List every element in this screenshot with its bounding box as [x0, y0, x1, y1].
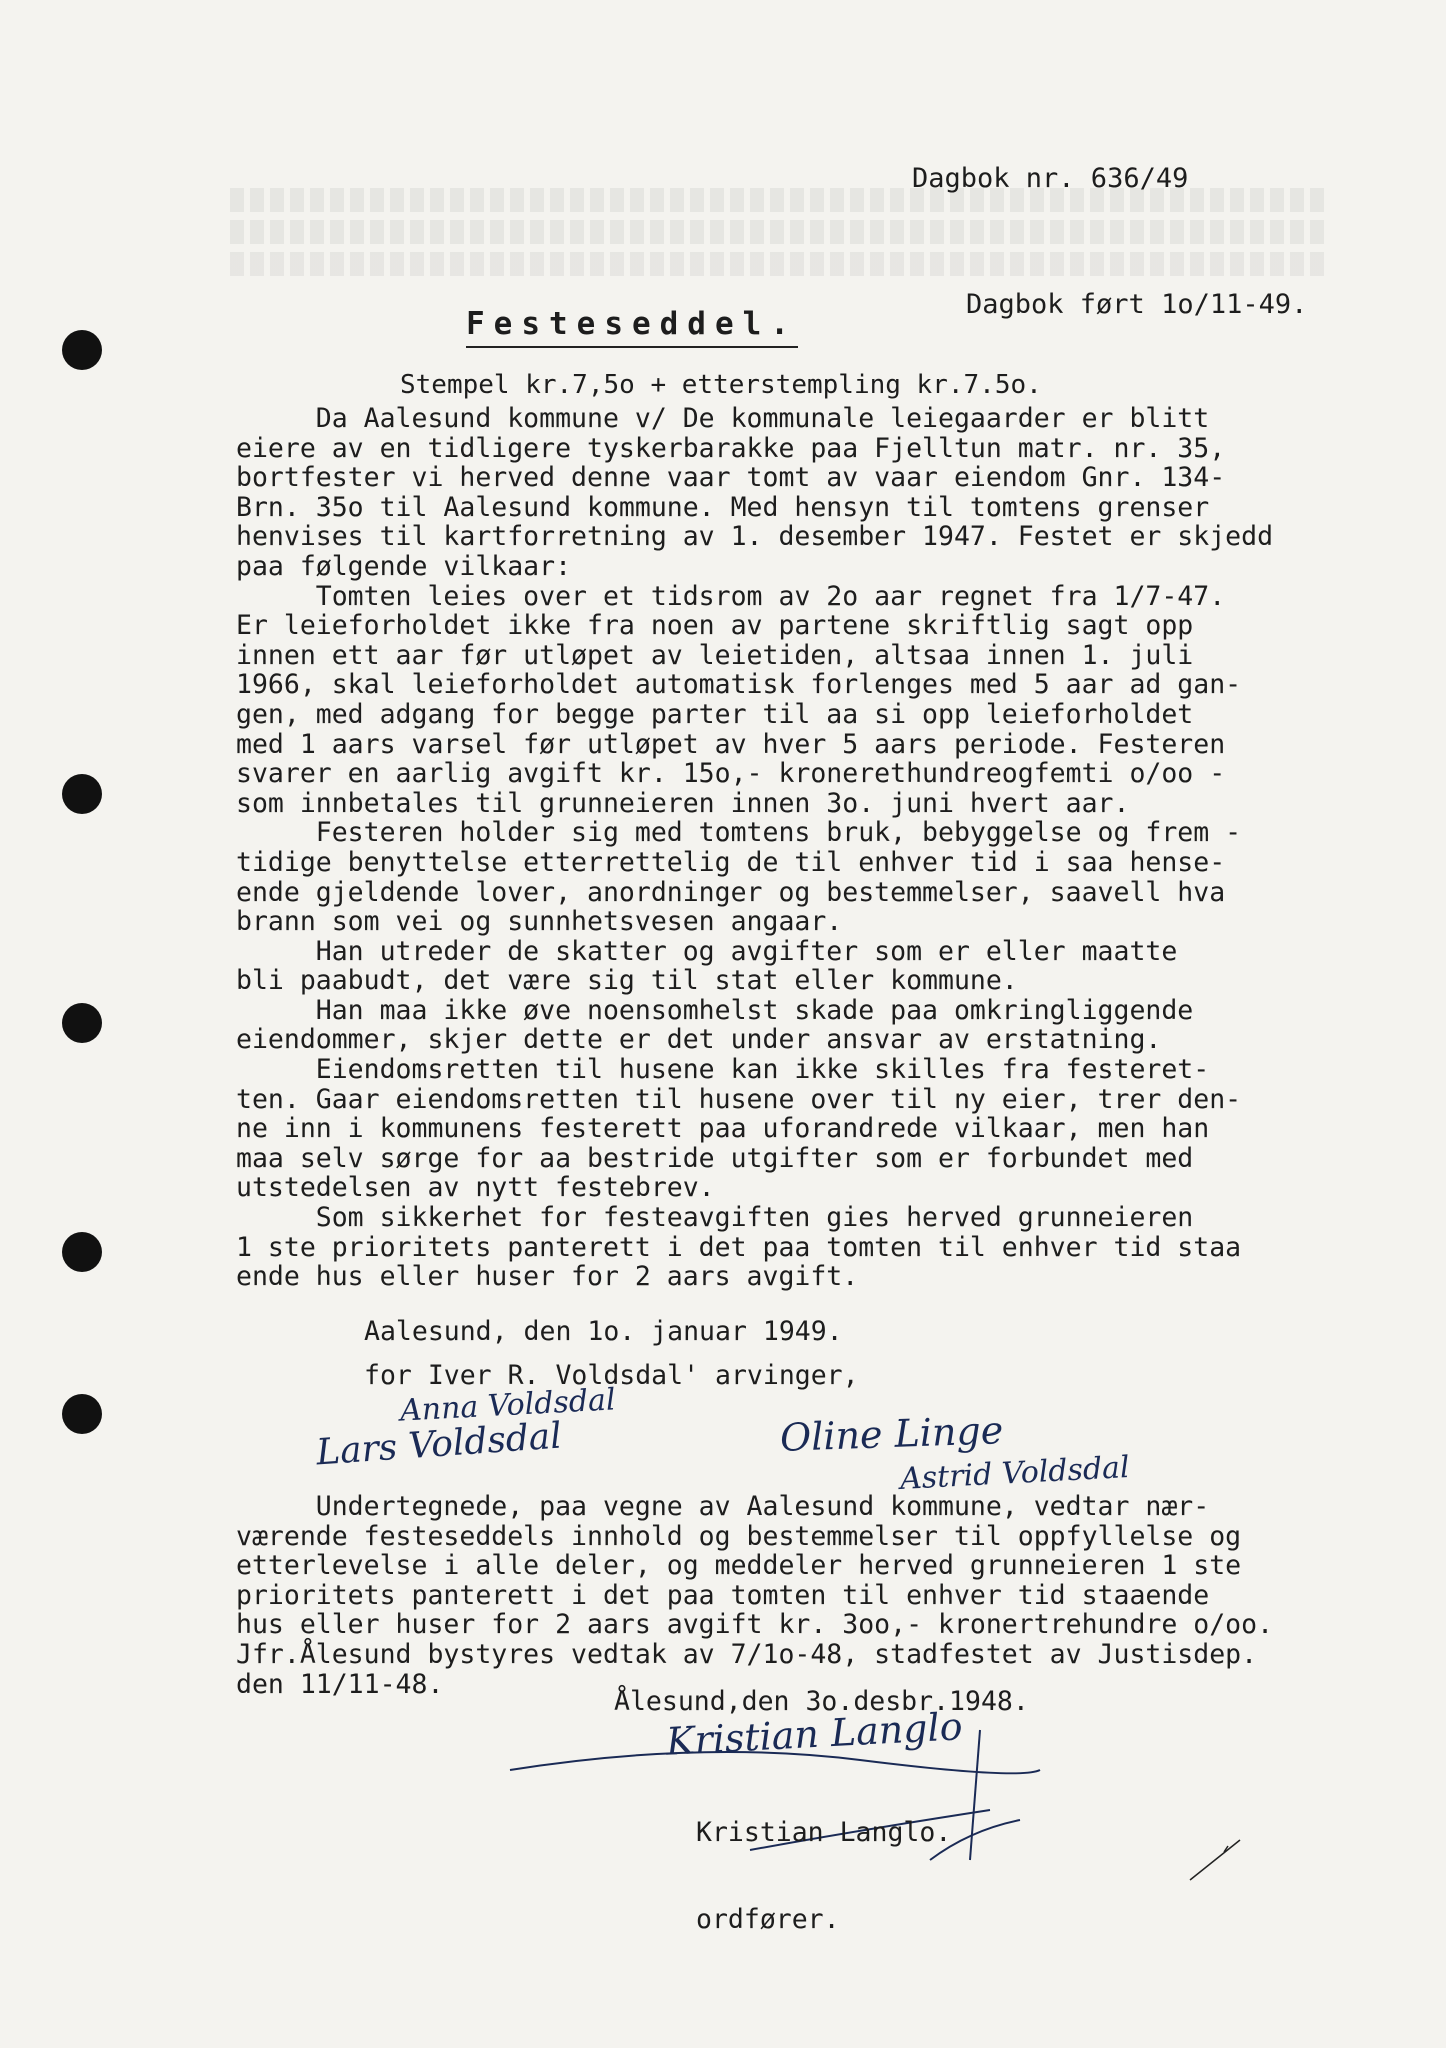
acceptance-line: værende festeseddels innhold og bestemmelser til oppfyllelse og [236, 1520, 1242, 1552]
acceptance-line: hus eller huser for 2 aars avgift kr. 3oo,- kronertrehundre o/oo. [236, 1609, 1274, 1641]
signature-lars: Lars Voldsdal [314, 1415, 564, 1474]
body-line: bortfester vi herved denne vaar tomt av vaar eiendom Gnr. 134- [236, 462, 1226, 494]
signer-title: ordfører. [696, 1904, 840, 1935]
journal-number: Dagbok nr. 636/49 [912, 163, 1189, 194]
body-line: ne inn i kommunens festerett paa uforandrede vilkaar, men han [236, 1113, 1210, 1145]
place-date-2: Ålesund,den 3o.desbr.1948. [614, 1686, 1029, 1717]
body-line: Festeren holder sig med tomtens bruk, bebyggelse og frem - [236, 817, 1242, 849]
acceptance-line: Jfr.Ålesund bystyres vedtak av 7/1o-48, stadfestet av Justisdep. [236, 1638, 1258, 1670]
body-line: Brn. 35o til Aalesund kommune. Med hensyn til tomtens grenser [236, 491, 1210, 523]
agreement-body [236, 404, 1273, 1292]
punch-hole [62, 330, 102, 370]
body-line: Eiendomsretten til husene kan ikke skilles fra festeret- [236, 1054, 1210, 1086]
signature-kristian: Kristian Langlo [665, 1704, 964, 1764]
journal-header [912, 74, 1307, 410]
body-line: Han maa ikke øve noensomhelst skade paa omkringliggende [236, 994, 1194, 1026]
body-line: 1 ste prioritets panterett i det paa tomten til enhver tid staa [236, 1231, 1242, 1263]
signature-oline: Oline Linge [779, 1408, 1004, 1460]
punch-hole [62, 1003, 102, 1043]
heirs-line: for Iver R. Voldsdal' arvinger, [364, 1360, 859, 1391]
body-line: utstedelsen av nytt festebrev. [236, 1172, 715, 1204]
body-line: Da Aalesund kommune v/ De kommunale leiegaarder er blitt [236, 403, 1210, 434]
body-line: Han utreder de skatter og avgifter som er eller maatte [236, 935, 1178, 967]
body-line: ende hus eller huser for 2 aars avgift. [236, 1261, 859, 1293]
body-line: maa selv sørge for aa bestride utgifter som er forbundet med [236, 1142, 1194, 1174]
body-line: bli paabudt, det være sig til stat eller kommune. [236, 965, 1018, 997]
body-line: eiendommer, skjer dette er det under ansvar av erstatning. [236, 1024, 1162, 1056]
body-line: innen ett aar før utløpet av leietiden, altsaa innen 1. juli [236, 639, 1194, 671]
body-line: Som sikkerhet for festeavgiften gies herved grunneieren [236, 1202, 1194, 1234]
body-line: brann som vei og sunnhetsvesen angaar. [236, 906, 843, 938]
stamp-fee-line: Stempel kr.7,5o + etterstempling kr.7.5o. [400, 370, 1042, 400]
body-line: 1966, skal leieforholdet automatisk forlenges med 5 aar ad gan- [236, 669, 1242, 701]
body-line: svarer en aarlig avgift kr. 15o,- kronerethundreogfemti o/oo - [236, 758, 1226, 790]
body-line: Tomten leies over et tidsrom av 2o aar regnet fra 1/7-47. [236, 580, 1226, 612]
signature-astrid: Astrid Voldsdal [899, 1450, 1131, 1497]
document-title: Festeseddel. [466, 306, 798, 348]
body-line: eiere av en tidligere tyskerbarakke paa Fjelltun matr. nr. 35, [236, 432, 1226, 464]
acceptance-line: prioritets panterett i det paa tomten til enhver tid staaende [236, 1579, 1210, 1611]
body-line: henvises til kartforretning av 1. desember 1947. Festet er skjedd [236, 521, 1274, 553]
signer-block [696, 1760, 951, 1992]
signer-name: Kristian Langlo. [696, 1817, 952, 1848]
body-line: som innbetales til grunneieren innen 3o. juni hvert aar. [236, 787, 1130, 819]
margin-mark [1180, 1830, 1260, 1890]
acceptance-line: etterlevelse i alle deler, og meddeler herved grunneieren 1 ste [236, 1550, 1242, 1582]
body-line: Er leieforholdet ikke fra noen av partene skriftlig sagt opp [236, 610, 1194, 642]
acceptance-line: den 11/11-48. [236, 1668, 444, 1700]
body-line: ende gjeldende lover, anordninger og bestemmelser, saavell hva [236, 876, 1226, 908]
punch-hole [62, 774, 102, 814]
place-date-1: Aalesund, den 1o. januar 1949. [364, 1316, 843, 1347]
signature-anna: Anna Voldsdal [399, 1382, 617, 1429]
punch-hole [62, 1232, 102, 1272]
acceptance-body [236, 1492, 1273, 1699]
body-line: ten. Gaar eiendomsretten til husene over til ny eier, trer den- [236, 1083, 1242, 1115]
body-line: gen, med adgang for begge parter til aa si opp leieforholdet [236, 698, 1194, 730]
acceptance-line: Undertegnede, paa vegne av Aalesund kommune, vedtar nær- [236, 1491, 1210, 1522]
body-line: paa følgende vilkaar: [236, 550, 572, 582]
body-line: med 1 aars varsel før utløpet av hver 5 aars periode. Festeren [236, 728, 1226, 760]
body-line: tidige benyttelse etterrettelig de til enhver tid i saa hense- [236, 846, 1226, 878]
journal-date: Dagbok ført 1o/11-49. [966, 289, 1308, 320]
punch-hole [62, 1394, 102, 1434]
